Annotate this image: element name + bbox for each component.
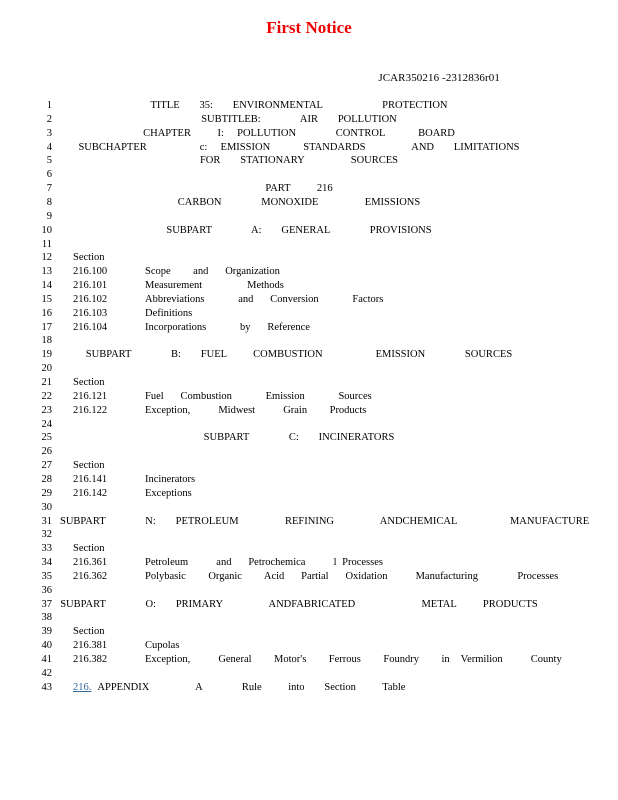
document-line [0, 473, 618, 487]
line-number: 23 [41, 404, 52, 416]
document-line [0, 611, 618, 625]
line-number: 35 [41, 570, 52, 582]
document-line [0, 362, 618, 376]
line-number: 32 [41, 529, 52, 541]
document-line [0, 570, 618, 584]
line-number: 33 [41, 543, 52, 555]
document-line [0, 210, 618, 224]
document-line [0, 625, 618, 639]
section-title: Definitions [145, 307, 193, 319]
document-line [0, 515, 618, 529]
line-number: 9 [46, 210, 52, 222]
line-number: 11 [41, 238, 52, 250]
document-id: JCAR350216 -2312836r01 [378, 72, 500, 84]
line-number: 34 [41, 557, 52, 569]
heading-text: PART 216 [265, 183, 333, 195]
document-line [0, 251, 618, 265]
section-number: 216.121 [73, 390, 108, 402]
section-title: Measurement Methods [145, 280, 284, 292]
section-number: 216.122 [73, 404, 108, 416]
document-line [0, 348, 618, 362]
section-title: Petroleum and Petrochemica l Processes [145, 557, 383, 569]
line-number: 31 [41, 515, 52, 527]
section-number: 216.142 [73, 487, 108, 499]
section-number: 216.361 [73, 557, 108, 569]
document-line [0, 584, 618, 598]
line-number: 4 [46, 141, 52, 153]
heading-text: FOR STATIONARY SOURCES [199, 155, 399, 167]
section-title: Exception, General Motor's Ferrous Foundry in Vermilion County [145, 654, 562, 665]
document-line [0, 639, 618, 653]
line-number: 20 [41, 363, 52, 375]
line-number: 7 [46, 183, 52, 195]
line-number: 8 [46, 196, 52, 208]
heading-text: SUBPART N: PETROLEUM REFINING ANDCHEMICAL MANUFACTURE [60, 515, 590, 527]
document-line [0, 238, 618, 252]
section-column-label: Section [73, 626, 105, 638]
line-number: 37 [41, 598, 52, 610]
document-line [0, 168, 618, 182]
document-line [0, 99, 618, 113]
section-number: 216.382 [73, 654, 108, 665]
section-number: 216.100 [73, 266, 108, 278]
document-line [0, 141, 618, 155]
section-title: Exceptions [145, 487, 192, 499]
line-number: 13 [41, 266, 52, 278]
line-number: 36 [41, 584, 52, 596]
document-line [0, 307, 618, 321]
line-number: 42 [41, 667, 52, 679]
heading-text: SUBCHAPTER c: EMISSION STANDARDS AND LIMITATIONS [78, 141, 520, 153]
document-line [0, 334, 618, 348]
section-title: Fuel Combustion Emission Sources [145, 390, 372, 402]
section-column-label: Section [73, 377, 105, 388]
heading-text: CARBON MONOXIDE EMISSIONS [177, 196, 421, 208]
line-number: 26 [41, 446, 52, 458]
document-line [0, 376, 618, 390]
section-number: 216.102 [73, 293, 108, 305]
document-line [0, 445, 618, 459]
document-line [0, 528, 618, 542]
line-number: 43 [41, 681, 52, 693]
line-number: 30 [41, 501, 52, 513]
heading-text: CHAPTER I: POLLUTION CONTROL BOARD [143, 127, 455, 139]
document-line [0, 556, 618, 570]
line-number: 17 [41, 321, 52, 333]
line-number: 18 [41, 335, 52, 347]
appendix-link[interactable]: 216. [73, 681, 92, 693]
document-line [0, 418, 618, 432]
document-line [0, 196, 618, 210]
appendix-title: APPENDIX A Rule into Section Table [91, 681, 406, 693]
line-number: 29 [41, 487, 52, 499]
line-number: 21 [41, 377, 52, 388]
document-line [0, 681, 618, 695]
line-number: 1 [46, 100, 52, 111]
document-line [0, 154, 618, 168]
document-line [0, 279, 618, 293]
section-title: Incorporations by Reference [145, 321, 310, 333]
line-number: 27 [41, 460, 52, 472]
heading-text: SUBPART A: GENERAL PROVISIONS [166, 224, 432, 236]
heading-text: SUBPART B: FUEL COMBUSTION EMISSION SOURCES [85, 349, 513, 361]
heading-text: SUBPART O: PRIMARY ANDFABRICATED METAL PRODUCTS [60, 598, 538, 610]
line-number: 5 [46, 155, 52, 167]
appendix-entry [73, 681, 405, 695]
line-number: 3 [46, 127, 52, 139]
heading-text: TITLE 35: ENVIRONMENTAL PROTECTION [150, 100, 448, 111]
document-line [0, 321, 618, 335]
line-number: 16 [41, 307, 52, 319]
line-number: 38 [41, 612, 52, 624]
document-line [0, 293, 618, 307]
section-title: Incinerators [145, 473, 196, 485]
line-number: 28 [41, 473, 52, 485]
section-column-label: Section [73, 460, 105, 472]
document-line [0, 501, 618, 515]
line-number: 6 [46, 169, 52, 181]
heading-text: SUBPART C: INCINERATORS [203, 432, 395, 444]
line-number: 24 [41, 418, 52, 430]
document-line [0, 390, 618, 404]
line-number: 10 [41, 224, 52, 236]
line-number: 25 [41, 432, 52, 444]
line-number: 39 [41, 626, 52, 638]
document-line [0, 431, 618, 445]
section-number: 216.141 [73, 473, 108, 485]
document-line [0, 598, 618, 612]
document-line [0, 487, 618, 501]
section-title: Abbreviations and Conversion Factors [145, 293, 384, 305]
section-title: Cupolas [145, 640, 180, 652]
line-number: 15 [41, 293, 52, 305]
document-line [0, 265, 618, 279]
line-number: 12 [41, 252, 52, 264]
section-column-label: Section [73, 543, 105, 555]
document-line [0, 113, 618, 127]
document-line [0, 667, 618, 681]
line-number: 2 [46, 113, 52, 125]
line-number: 40 [41, 640, 52, 652]
section-number: 216.103 [73, 307, 108, 319]
section-column-label: Section [73, 252, 105, 264]
section-title: Polybasic Organic Acid Partial Oxidation Manufacturing Processes [145, 570, 559, 582]
document-line [0, 459, 618, 473]
section-title: Exception, Midwest Grain Products [145, 404, 367, 416]
document-line [0, 404, 618, 418]
line-number: 22 [41, 390, 52, 402]
first-notice-heading: First Notice [266, 18, 352, 37]
section-number: 216.104 [73, 321, 108, 333]
document-line [0, 653, 618, 667]
line-number: 14 [41, 280, 52, 292]
section-number: 216.101 [73, 280, 108, 292]
heading-text: SUBTITLEB: AIR POLLUTION [201, 113, 397, 125]
section-number: 216.381 [73, 640, 108, 652]
section-title: Scope and Organization [145, 266, 280, 278]
document-line [0, 127, 618, 141]
document-line [0, 182, 618, 196]
section-number: 216.362 [73, 570, 108, 582]
document-line [0, 542, 618, 556]
line-number: 19 [41, 349, 52, 361]
document-line [0, 224, 618, 238]
line-number: 41 [41, 654, 52, 665]
